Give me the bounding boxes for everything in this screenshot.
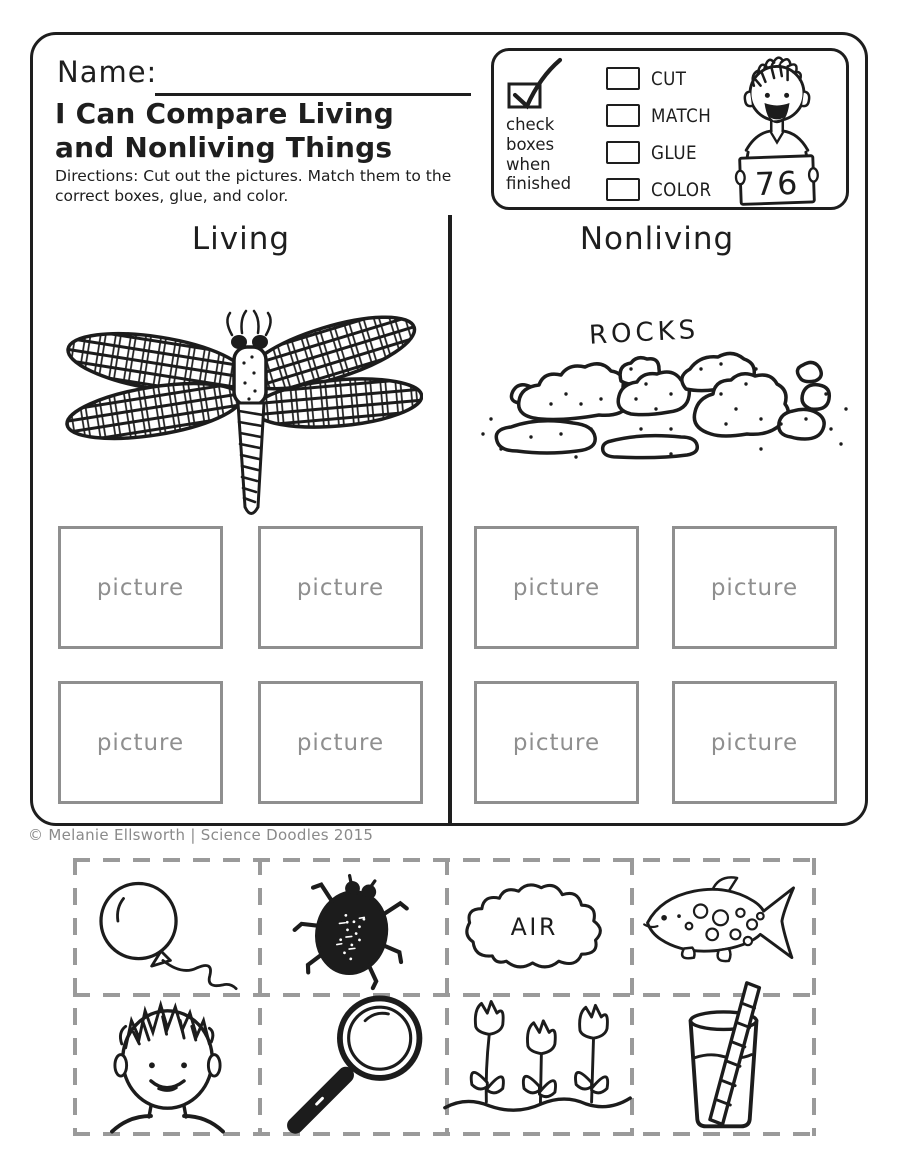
picture-placeholder: picture xyxy=(512,729,601,756)
checklist-row-color xyxy=(606,178,720,201)
picture-placeholder: picture xyxy=(296,729,385,756)
nonliving-column-title: Nonliving xyxy=(579,221,735,257)
checkbox-match[interactable] xyxy=(606,104,640,127)
boy-icon[interactable] xyxy=(75,983,260,1135)
checked-box-icon xyxy=(502,55,568,117)
checklist-panel xyxy=(491,48,849,210)
balloon-icon[interactable] xyxy=(87,876,252,998)
picture-box-living-3[interactable] xyxy=(58,681,223,804)
worksheet-title: I Can Compare Living and Nonliving Things xyxy=(55,97,395,164)
name-label: Name: xyxy=(57,55,158,89)
picture-placeholder: picture xyxy=(296,574,385,601)
picture-box-living-2[interactable] xyxy=(258,526,423,649)
checkbox-cut[interactable] xyxy=(606,67,640,90)
drink-icon[interactable] xyxy=(663,978,785,1138)
air-cloud-icon[interactable] xyxy=(450,872,630,990)
rocks-illustration xyxy=(471,309,861,464)
picture-box-living-1[interactable] xyxy=(58,526,223,649)
picture-placeholder: picture xyxy=(710,574,799,601)
checkbox-glue[interactable] xyxy=(606,141,640,164)
picture-placeholder: picture xyxy=(96,574,185,601)
picture-placeholder: picture xyxy=(96,729,185,756)
name-input-line[interactable] xyxy=(155,93,471,96)
checkbox-color[interactable] xyxy=(606,178,640,201)
boy-with-sign-icon xyxy=(728,53,826,207)
checkbox-label: GLUE xyxy=(651,141,698,164)
checklist-items xyxy=(606,67,720,201)
page-number: 76 xyxy=(754,165,800,204)
magnifying-glass-icon[interactable] xyxy=(268,980,438,1140)
checklist-row-cut xyxy=(606,67,720,90)
picture-placeholder: picture xyxy=(512,574,601,601)
picture-box-nonliving-1[interactable] xyxy=(474,526,639,649)
fish-icon[interactable] xyxy=(623,868,823,980)
picture-placeholder: picture xyxy=(710,729,799,756)
checklist-row-match xyxy=(606,104,720,127)
picture-box-nonliving-2[interactable] xyxy=(672,526,837,649)
worksheet-card xyxy=(30,32,868,826)
copyright-text: © Melanie Ellsworth | Science Doodles 2015 xyxy=(28,826,374,844)
living-column-title: Living xyxy=(191,221,291,257)
picture-box-nonliving-3[interactable] xyxy=(474,681,639,804)
checkbox-label: MATCH xyxy=(651,104,712,127)
column-divider xyxy=(448,215,452,823)
bug-icon[interactable] xyxy=(292,866,412,991)
flowers-icon[interactable] xyxy=(438,988,638,1128)
dragonfly-illustration xyxy=(61,281,423,519)
rocks-label: ROCKS xyxy=(588,314,700,351)
air-label: AIR xyxy=(510,912,558,941)
directions-text: Directions: Cut out the pictures. Match them to the correct boxes, glue, and color. xyxy=(55,167,452,206)
checklist-row-glue xyxy=(606,141,720,164)
checkbox-label: COLOR xyxy=(651,178,712,201)
picture-box-nonliving-4[interactable] xyxy=(672,681,837,804)
picture-box-living-4[interactable] xyxy=(258,681,423,804)
checkbox-label: CUT xyxy=(651,67,687,90)
cutout-grid xyxy=(73,858,816,1136)
checklist-note: check boxes when finished xyxy=(506,115,572,194)
